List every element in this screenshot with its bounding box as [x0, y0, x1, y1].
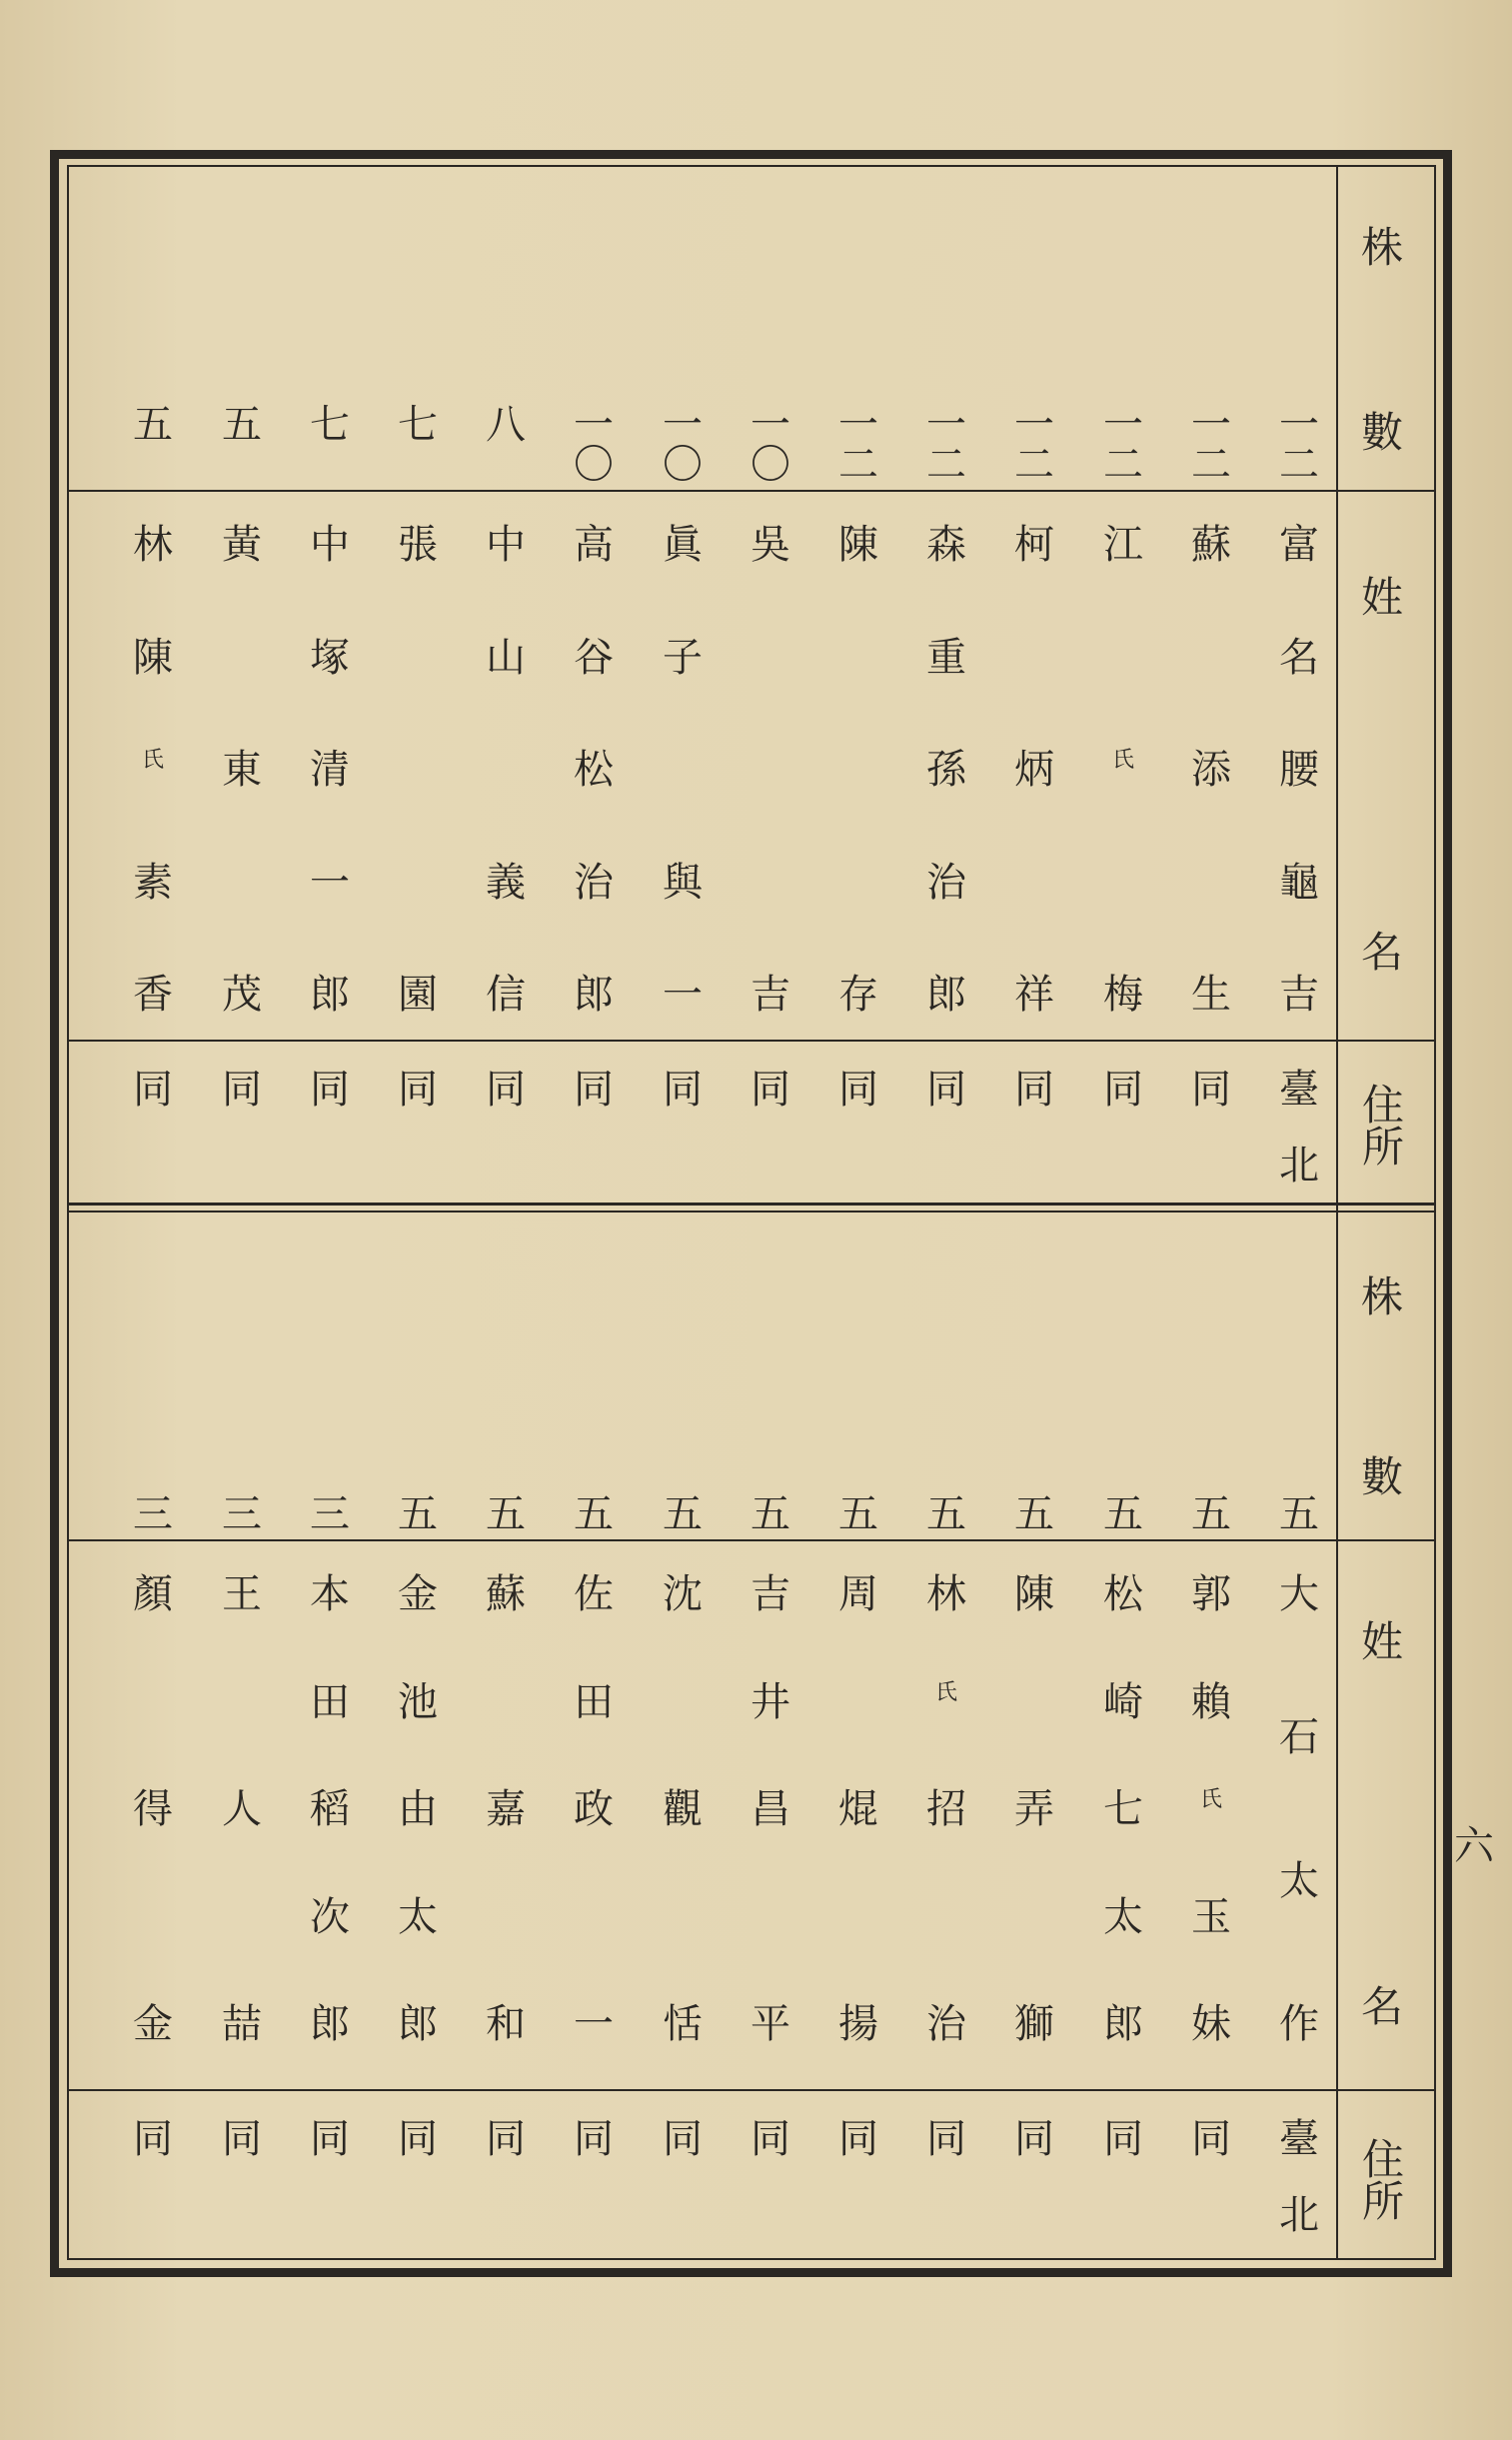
name-char: 吳 — [751, 522, 790, 568]
name-char: 蘇 — [486, 1571, 526, 1617]
name-char: 弄 — [1014, 1786, 1054, 1832]
name-char: 本 — [310, 1571, 350, 1617]
header-shares-top-b: 數 — [1360, 408, 1403, 457]
name-char: 焜 — [838, 1786, 878, 1832]
shareholder-address — [918, 1067, 974, 1113]
header-column-divider — [1336, 167, 1338, 2258]
shareholder-address — [125, 2116, 181, 2162]
name-char: 人 — [222, 1786, 262, 1832]
header-name-top-a: 姓 — [1360, 573, 1403, 622]
share-digit: 三 — [310, 1491, 350, 1537]
name-char: 園 — [398, 972, 438, 1018]
shareholder-name — [1271, 522, 1327, 1018]
name-char: 次 — [310, 1893, 350, 1940]
name-char: 吉 — [751, 1571, 790, 1617]
share-count — [1006, 1491, 1062, 1537]
name-char: 富 — [1279, 522, 1319, 568]
name-char: 森 — [926, 522, 966, 568]
shareholder-address — [655, 1067, 711, 1113]
shareholder-name — [214, 522, 270, 1018]
name-char: 田 — [574, 1678, 614, 1725]
header-name-bottom-a: 姓 — [1360, 1617, 1403, 1666]
share-count — [743, 402, 798, 488]
address-char: 同 — [1014, 1067, 1054, 1113]
share-count — [566, 402, 622, 488]
name-char: 黃 — [222, 522, 262, 568]
share-digit: 二 — [1014, 442, 1054, 488]
name-char: 郎 — [926, 972, 966, 1018]
shareholder-name — [655, 1571, 711, 2047]
name-char: 清 — [310, 747, 350, 793]
address-char: 同 — [222, 2116, 262, 2162]
shareholder-address — [830, 1067, 886, 1113]
shareholder-name — [830, 522, 886, 1018]
name-char: 梅 — [1103, 972, 1143, 1018]
name-char: 田 — [310, 1678, 350, 1725]
name-char: 林 — [133, 522, 173, 568]
address-char: 同 — [133, 1067, 173, 1113]
name-char: 顏 — [133, 1571, 173, 1617]
shareholder-address — [1183, 1067, 1239, 1113]
shareholder-address — [655, 2116, 711, 2162]
name-char: 沈 — [663, 1571, 703, 1617]
share-digit: 五 — [1103, 1491, 1143, 1537]
name-char: 郎 — [1103, 2001, 1143, 2047]
address-char: 同 — [751, 2116, 790, 2162]
shareholder-name — [125, 522, 181, 1018]
name-char: 中 — [486, 522, 526, 568]
shareholder-name — [1006, 1571, 1062, 2047]
share-digit: 二 — [1279, 442, 1319, 488]
share-count — [390, 1491, 446, 1537]
share-count — [830, 402, 886, 488]
name-char: 昌 — [751, 1786, 790, 1832]
share-count — [214, 1491, 270, 1537]
name-char: 嘉 — [486, 1786, 526, 1832]
address-char: 同 — [222, 1067, 262, 1113]
shareholder-address — [390, 1067, 446, 1113]
name-char: 郎 — [398, 2001, 438, 2047]
name-char: 吉 — [751, 972, 790, 1018]
share-count — [655, 1491, 711, 1537]
share-digit: 五 — [574, 1491, 614, 1537]
shareholder-name — [1183, 1571, 1239, 2047]
name-char: 素 — [133, 859, 173, 906]
shareholder-name — [1095, 1571, 1151, 2047]
shareholder-address — [125, 1067, 181, 1113]
name-char: 太 — [1279, 1857, 1319, 1904]
shareholder-name — [830, 1571, 886, 2047]
address-char: 同 — [838, 1067, 878, 1113]
name-char: 陳 — [838, 522, 878, 568]
name-char: 眞 — [663, 522, 703, 568]
share-digit: 五 — [838, 1491, 878, 1537]
shareholder-address — [743, 1067, 798, 1113]
share-count — [125, 1491, 181, 1537]
name-char: 玉 — [1191, 1893, 1231, 1940]
share-digit: 五 — [1279, 1491, 1319, 1537]
share-count — [743, 1491, 798, 1537]
address-char: 同 — [751, 1067, 790, 1113]
share-count — [214, 402, 270, 448]
name-char: 由 — [398, 1786, 438, 1832]
header-rule-3 — [1338, 1539, 1434, 1541]
name-char: 氏 — [934, 1679, 957, 1705]
name-char: 七 — [1103, 1786, 1143, 1832]
name-char: 松 — [574, 747, 614, 793]
share-digit: 三 — [133, 1491, 173, 1537]
header-address-top: 住所 — [1356, 1083, 1405, 1167]
name-char: 佐 — [574, 1571, 614, 1617]
address-char: 北 — [1279, 1143, 1319, 1189]
address-char: 同 — [310, 2116, 350, 2162]
share-digit: 五 — [398, 1491, 438, 1537]
name-char: 郎 — [310, 972, 350, 1018]
name-char: 林 — [926, 1571, 966, 1617]
share-digit: 二 — [838, 442, 878, 488]
address-char: 北 — [1279, 2192, 1319, 2238]
share-digit: 五 — [133, 402, 173, 448]
share-digit: 〇 — [663, 442, 703, 488]
name-char: 柯 — [1014, 522, 1054, 568]
share-digit: 一 — [1103, 402, 1143, 448]
share-digit: 一 — [574, 402, 614, 448]
share-digit: 三 — [222, 1491, 262, 1537]
shareholder-name — [1271, 1571, 1327, 2047]
address-char: 臺 — [1279, 2116, 1319, 2162]
address-char: 同 — [398, 1067, 438, 1113]
name-char: 觀 — [663, 1786, 703, 1832]
address-char: 同 — [663, 2116, 703, 2162]
name-char: 陳 — [1014, 1571, 1054, 1617]
name-char: 王 — [222, 1571, 262, 1617]
address-char: 同 — [486, 2116, 526, 2162]
name-char: 一 — [574, 2001, 614, 2047]
name-char: 氏 — [1111, 748, 1134, 773]
name-char: 谷 — [574, 634, 614, 681]
shareholder-name — [390, 1571, 446, 2047]
share-digit: 七 — [310, 402, 350, 448]
name-char: 塚 — [310, 634, 350, 681]
name-char: 腰 — [1279, 747, 1319, 793]
share-digit: 五 — [486, 1491, 526, 1537]
shareholder-address — [918, 2116, 974, 2162]
name-char: 石 — [1279, 1714, 1319, 1761]
name-char: 郎 — [310, 2001, 350, 2047]
name-char: 松 — [1103, 1571, 1143, 1617]
share-count — [1006, 402, 1062, 488]
name-char: 炳 — [1014, 747, 1054, 793]
name-char: 崎 — [1103, 1678, 1143, 1725]
address-char: 同 — [1191, 1067, 1231, 1113]
address-char: 臺 — [1279, 1067, 1319, 1113]
page-number: 六 — [1454, 1823, 1494, 1869]
name-char: 賴 — [1191, 1678, 1231, 1725]
address-char: 同 — [663, 1067, 703, 1113]
share-count — [1183, 402, 1239, 488]
share-digit: 一 — [1279, 402, 1319, 448]
share-count — [390, 402, 446, 448]
top-address-rule — [69, 1040, 1336, 1042]
address-char: 同 — [133, 2116, 173, 2162]
share-digit: 一 — [663, 402, 703, 448]
share-digit: 八 — [486, 402, 526, 448]
name-char: 山 — [486, 634, 526, 681]
shareholder-name — [478, 1571, 534, 2047]
name-char: 與 — [663, 859, 703, 906]
shareholder-address — [1006, 2116, 1062, 2162]
share-count — [302, 1491, 358, 1537]
shareholder-address — [302, 1067, 358, 1113]
name-char: 香 — [133, 972, 173, 1018]
shareholder-name — [1006, 522, 1062, 1018]
share-count — [1271, 1491, 1327, 1537]
name-char: 治 — [574, 859, 614, 906]
name-char: 江 — [1103, 522, 1143, 568]
shareholder-name — [566, 522, 622, 1018]
header-name-top-b: 名 — [1360, 928, 1403, 977]
name-char: 義 — [486, 859, 526, 906]
share-digit: 二 — [926, 442, 966, 488]
name-char: 茂 — [222, 972, 262, 1018]
address-char: 同 — [926, 2116, 966, 2162]
shareholder-address — [302, 2116, 358, 2162]
name-char: 子 — [663, 634, 703, 681]
address-char: 同 — [486, 1067, 526, 1113]
name-char: 一 — [310, 859, 350, 906]
share-count — [566, 1491, 622, 1537]
name-char: 氏 — [1199, 1787, 1222, 1812]
name-char: 名 — [1279, 634, 1319, 681]
header-name-bottom-b: 名 — [1360, 1982, 1403, 2031]
share-count — [1183, 1491, 1239, 1537]
name-char: 吉 — [1279, 972, 1319, 1018]
name-char: 獅 — [1014, 2001, 1054, 2047]
bottom-address-rule — [69, 2089, 1336, 2091]
share-digit: 五 — [751, 1491, 790, 1537]
shareholder-name — [566, 1571, 622, 2047]
shareholder-address — [478, 2116, 534, 2162]
shareholder-address — [1271, 2116, 1327, 2238]
address-char: 同 — [1191, 2116, 1231, 2162]
name-char: 招 — [926, 1786, 966, 1832]
address-char: 同 — [1103, 2116, 1143, 2162]
share-count — [478, 402, 534, 448]
name-char: 太 — [398, 1893, 438, 1940]
share-digit: 一 — [926, 402, 966, 448]
shareholder-name — [302, 1571, 358, 2047]
share-digit: 一 — [1014, 402, 1054, 448]
shareholder-address — [566, 1067, 622, 1113]
name-char: 高 — [574, 522, 614, 568]
share-digit: 〇 — [751, 442, 790, 488]
name-char: 金 — [133, 2001, 173, 2047]
name-char: 治 — [926, 2001, 966, 2047]
address-char: 同 — [310, 1067, 350, 1113]
name-char: 信 — [486, 972, 526, 1018]
name-char: 重 — [926, 634, 966, 681]
name-char: 作 — [1279, 2000, 1319, 2047]
name-char: 太 — [1103, 1893, 1143, 1940]
header-shares-top-a: 株 — [1360, 223, 1403, 272]
shareholder-name — [1183, 522, 1239, 1018]
shareholder-address — [830, 2116, 886, 2162]
shareholder-address — [390, 2116, 446, 2162]
header-address-bottom: 住所 — [1356, 2137, 1405, 2221]
shareholder-address — [1006, 1067, 1062, 1113]
name-char: 存 — [838, 972, 878, 1018]
name-char: 添 — [1191, 747, 1231, 793]
share-digit: 二 — [1191, 442, 1231, 488]
name-char: 孫 — [926, 747, 966, 793]
share-digit: 五 — [1191, 1491, 1231, 1537]
name-char: 和 — [486, 2001, 526, 2047]
shareholder-name — [478, 522, 534, 1018]
share-count — [1271, 402, 1327, 488]
name-char: 喆 — [222, 2001, 262, 2047]
shareholder-name — [918, 522, 974, 1018]
top-name-rule — [69, 490, 1336, 492]
bottom-name-rule — [69, 1539, 1336, 1541]
section-divider — [69, 1203, 1434, 1206]
share-digit: 五 — [926, 1491, 966, 1537]
name-char: 金 — [398, 1571, 438, 1617]
shareholder-address — [1183, 2116, 1239, 2162]
name-char: 祥 — [1014, 972, 1054, 1018]
share-digit: 五 — [1014, 1491, 1054, 1537]
header-shares-bottom-b: 數 — [1360, 1452, 1403, 1501]
name-char: 郭 — [1191, 1571, 1231, 1617]
shareholder-name — [125, 1571, 181, 2047]
shareholder-address — [214, 2116, 270, 2162]
share-digit: 五 — [663, 1491, 703, 1537]
shareholder-address — [1095, 2116, 1151, 2162]
share-count — [478, 1491, 534, 1537]
share-count — [1095, 402, 1151, 488]
name-char: 治 — [926, 859, 966, 906]
share-count — [918, 1491, 974, 1537]
share-count — [918, 402, 974, 488]
name-char: 平 — [751, 2001, 790, 2047]
name-char: 得 — [133, 1786, 173, 1832]
header-rule-2 — [1338, 1040, 1434, 1042]
shareholder-address — [566, 2116, 622, 2162]
name-char: 蘇 — [1191, 522, 1231, 568]
shareholder-address — [743, 2116, 798, 2162]
shareholder-name — [918, 1571, 974, 2047]
share-digit: 一 — [1191, 402, 1231, 448]
header-rule-1 — [1338, 490, 1434, 492]
name-char: 東 — [222, 747, 262, 793]
address-char: 同 — [838, 2116, 878, 2162]
name-char: 氏 — [141, 748, 164, 773]
share-count — [302, 402, 358, 448]
header-shares-bottom-a: 株 — [1360, 1272, 1403, 1321]
share-digit: 五 — [222, 402, 262, 448]
name-char: 生 — [1191, 972, 1231, 1018]
name-char: 池 — [398, 1678, 438, 1725]
name-char: 郎 — [574, 972, 614, 1018]
address-char: 同 — [574, 2116, 614, 2162]
name-char: 周 — [838, 1571, 878, 1617]
section-divider-2 — [69, 1211, 1434, 1213]
header-rule-4 — [1338, 2089, 1434, 2091]
share-digit: 二 — [1103, 442, 1143, 488]
shareholder-address — [214, 1067, 270, 1113]
name-char: 龜 — [1279, 859, 1319, 906]
name-char: 陳 — [133, 634, 173, 681]
shareholder-name — [655, 522, 711, 1018]
share-digit: 〇 — [574, 442, 614, 488]
address-char: 同 — [574, 1067, 614, 1113]
name-char: 井 — [751, 1678, 790, 1725]
share-count — [830, 1491, 886, 1537]
shareholder-address — [478, 1067, 534, 1113]
share-count — [1095, 1491, 1151, 1537]
shareholder-name — [214, 1571, 270, 2047]
name-char: 揚 — [838, 2001, 878, 2047]
name-char: 恬 — [663, 2001, 703, 2047]
shareholder-name — [302, 522, 358, 1018]
address-char: 同 — [1014, 2116, 1054, 2162]
shareholder-name — [1095, 522, 1151, 1018]
name-char: 大 — [1279, 1571, 1319, 1617]
shareholder-address — [1095, 1067, 1151, 1113]
shareholder-name — [743, 1571, 798, 2047]
name-char: 政 — [574, 1786, 614, 1832]
shareholder-name — [743, 522, 798, 1018]
share-count — [655, 402, 711, 488]
share-digit: 七 — [398, 402, 438, 448]
address-char: 同 — [1103, 1067, 1143, 1113]
address-char: 同 — [926, 1067, 966, 1113]
name-char: 中 — [310, 522, 350, 568]
address-char: 同 — [398, 2116, 438, 2162]
name-char: 一 — [663, 972, 703, 1018]
shareholder-name — [390, 522, 446, 1018]
shareholder-address — [1271, 1067, 1327, 1189]
name-char: 妹 — [1191, 2001, 1231, 2047]
share-digit: 一 — [751, 402, 790, 448]
share-digit: 一 — [838, 402, 878, 448]
share-count — [125, 402, 181, 448]
name-char: 稻 — [310, 1786, 350, 1832]
name-char: 張 — [398, 522, 438, 568]
